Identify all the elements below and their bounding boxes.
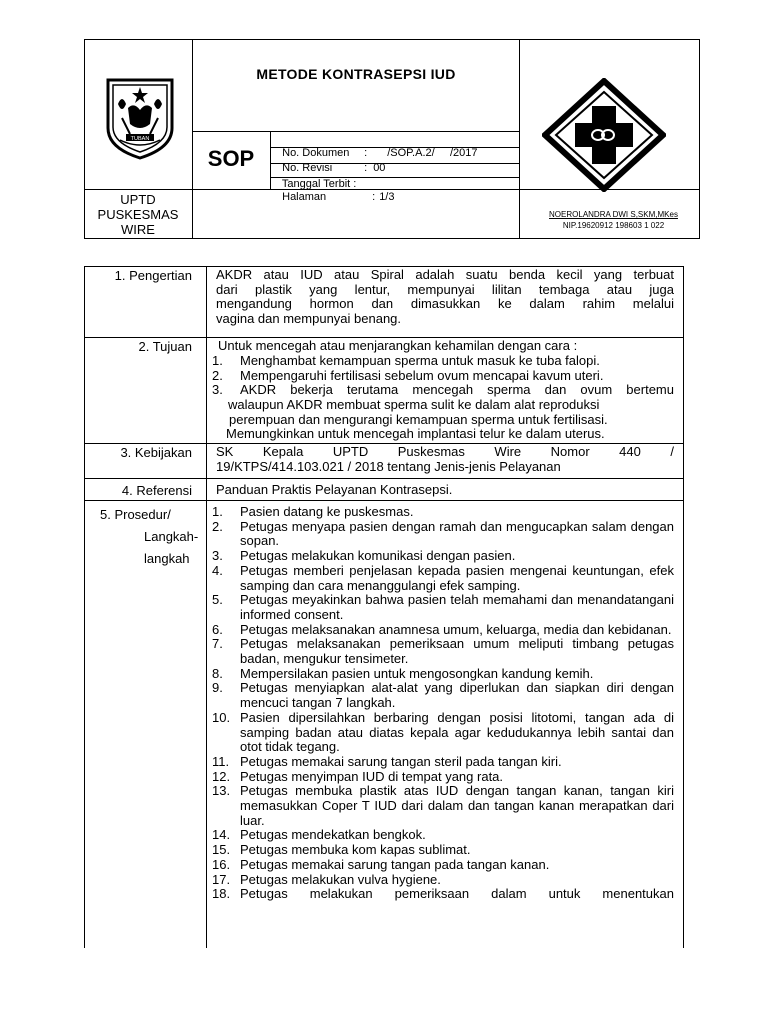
referensi-text: Panduan Praktis Pelayanan Kontrasepsi.: [216, 482, 453, 497]
regency-emblem-logo: [100, 74, 180, 160]
step-number: 1.: [212, 504, 223, 519]
procedure-step: [212, 637, 674, 666]
doc-field-page: Halaman : 1/3: [282, 191, 395, 203]
step-text: Petugas menyapa pasien dengan ramah dan mengucapkan salam dengan sopan.: [240, 518, 674, 549]
procedure-step: [212, 784, 674, 828]
step-text: Petugas membuka plastik atas IUD dengan tangan kanan, tangan kiri memasukkan Coper T IUD dari dalam dan tangan kanan merapatkan dari luar.: [240, 783, 674, 828]
section-label-kebijakan: 3. Kebijakan: [120, 445, 192, 460]
doc-field-revision: No. Revisi : 00: [282, 162, 386, 174]
row-divider: [84, 500, 684, 501]
step-text: Pasien dipersilahkan berbaring dengan posisi litotomi, tangan ada di samping badan atau diatas kepala agar kedudukannya lebih santai dan otot tidak tegang.: [240, 709, 674, 755]
emblem-text: TUBAN: [130, 136, 150, 142]
step-number: 18.: [212, 886, 231, 902]
step-number: 6.: [212, 621, 223, 637]
step-number: 10.: [212, 709, 231, 725]
tujuan-list: [212, 354, 674, 398]
step-number: 16.: [212, 856, 231, 872]
tujuan-continuation: walaupun AKDR membuat sperma sulit ke dalam alat reproduksi perempuan dan mengurangi kemampuan sperma untuk fertilisasi. Memungkinkan untuk mencegah implantasi telur ke dalam uterus.: [226, 397, 608, 442]
puskesmas-cross-logo: [542, 78, 666, 192]
step-text: Petugas meyakinkan bahwa pasien telah memahami dan menandatangani informed consent.: [240, 592, 674, 622]
step-text: Petugas mendekatkan bengkok.: [240, 827, 426, 843]
step-number: 2.: [212, 518, 223, 534]
step-text: Petugas melakukan vulva hygiene.: [240, 871, 441, 887]
step-text: Petugas melakukan pemeriksaan dalam untuk menentukan: [240, 886, 674, 902]
step-number: 4.: [212, 562, 223, 578]
procedure-step: [212, 858, 674, 873]
doc-field-issue-date: Tanggal Terbit :: [281, 178, 357, 190]
signer-nip: NIP.19620912 198603 1 022: [562, 221, 665, 230]
row-divider: [84, 443, 684, 444]
step-text: Petugas memakai sarung tangan pada tangan kanan.: [240, 856, 550, 872]
list-item: 2. Mempengaruhi fertilisasi sebelum ovum mencapai kavum uteri.: [212, 367, 604, 383]
procedure-step: [212, 711, 674, 755]
column-divider: [206, 266, 207, 948]
step-text: Petugas memakai sarung tangan steril pada tangan kiri.: [240, 753, 562, 769]
step-number: 7.: [212, 636, 223, 652]
section-label-tujuan: 2. Tujuan: [138, 339, 192, 354]
header-divider: [84, 189, 192, 190]
unit-name: UPTD PUSKESMAS WIRE: [97, 192, 179, 237]
step-text: Mempersilakan pasien untuk mengosongkan kandung kemih.: [240, 665, 594, 681]
step-number: 8.: [212, 665, 223, 681]
step-number: 11.: [212, 753, 230, 769]
procedure-step: [212, 564, 674, 593]
step-number: 14.: [212, 827, 231, 843]
step-text: Petugas melaksanakan pemeriksaan umum meliputi timbang petugas badan, mengukur tensimeter.: [240, 636, 674, 667]
section-label-prosedur: 5. Prosedur/ Langkah- langkah: [100, 507, 199, 566]
tujuan-intro: Untuk mencegah atau menjarangkan kehamilan dengan cara :: [218, 338, 578, 353]
sop-label: SOP: [207, 146, 255, 171]
procedure-step: [212, 505, 674, 520]
header-divider: [270, 131, 271, 189]
procedure-step: [212, 549, 674, 564]
signer-name: NOEROLANDRA DWI S,SKM,MKes: [549, 210, 678, 219]
procedure-step: [212, 623, 674, 638]
section-label-referensi: 4. Referensi: [121, 483, 192, 498]
procedure-step: [212, 681, 674, 710]
step-text: Petugas membuka kom kapas sublimat.: [240, 842, 471, 858]
list-item: 1. Menghambat kemampuan sperma untuk masuk ke tuba falopi.: [212, 353, 600, 368]
list-item: 3. AKDR bekerja terutama mencegah sperma dan ovum bertemu: [212, 382, 674, 398]
step-text: Petugas melakukan komunikasi dengan pasien.: [240, 548, 516, 564]
step-text: Petugas menyiapkan alat-alat yang diperlukan dan siapkan diri dengan mencuci tangan 7 langkah.: [240, 680, 674, 711]
procedure-step: [212, 593, 674, 622]
procedure-step: [212, 770, 674, 785]
row-divider: [84, 478, 684, 479]
step-number: 12.: [212, 768, 231, 784]
procedure-step: [212, 887, 674, 902]
header-divider: [192, 131, 519, 132]
procedure-step: [212, 828, 674, 843]
prosedur-list: [212, 505, 674, 902]
doc-field-number: No. Dokumen : /SOP.A.2/ /2017: [282, 147, 478, 159]
step-text: Petugas memberi penjelasan kepada pasien mengenai keuntungan, efek samping dan cara menanggulangi efek samping.: [240, 562, 674, 593]
step-number: 13.: [212, 783, 231, 799]
step-number: 3.: [212, 548, 223, 564]
step-number: 9.: [212, 680, 223, 696]
step-number: 17.: [212, 871, 231, 887]
signer-block: [520, 209, 707, 231]
step-number: 5.: [212, 592, 223, 608]
procedure-step: [212, 520, 674, 549]
procedure-step: [212, 873, 674, 888]
step-text: Petugas menyimpan IUD di tempat yang rata.: [240, 768, 504, 784]
section-label-pengertian: 1. Pengertian: [114, 268, 192, 283]
pengertian-text: AKDR atau IUD atau Spiral adalah suatu benda kecil yang terbuat dari plastik yang lentur, mempunyai lilitan tembaga atau juga mengandung hormon dan dimasukkan ke dalam rahim melalui vagina dan mempunyai benang.: [216, 267, 674, 327]
step-number: 15.: [212, 842, 231, 858]
procedure-step: [212, 843, 674, 858]
step-text: Petugas melaksanakan anamnesa umum, keluarga, media dan kebidanan.: [240, 621, 672, 637]
procedure-step: [212, 755, 674, 770]
document-title: METODE KONTRASEPSI IUD: [256, 66, 456, 82]
procedure-step: [212, 667, 674, 682]
step-text: Pasien datang ke puskesmas.: [240, 504, 414, 519]
kebijakan-text: SK Kepala UPTD Puskesmas Wire Nomor 440 / 19/KTPS/414.103.021 / 2018 tentang Jenis-jenis Pelayanan: [216, 444, 674, 474]
